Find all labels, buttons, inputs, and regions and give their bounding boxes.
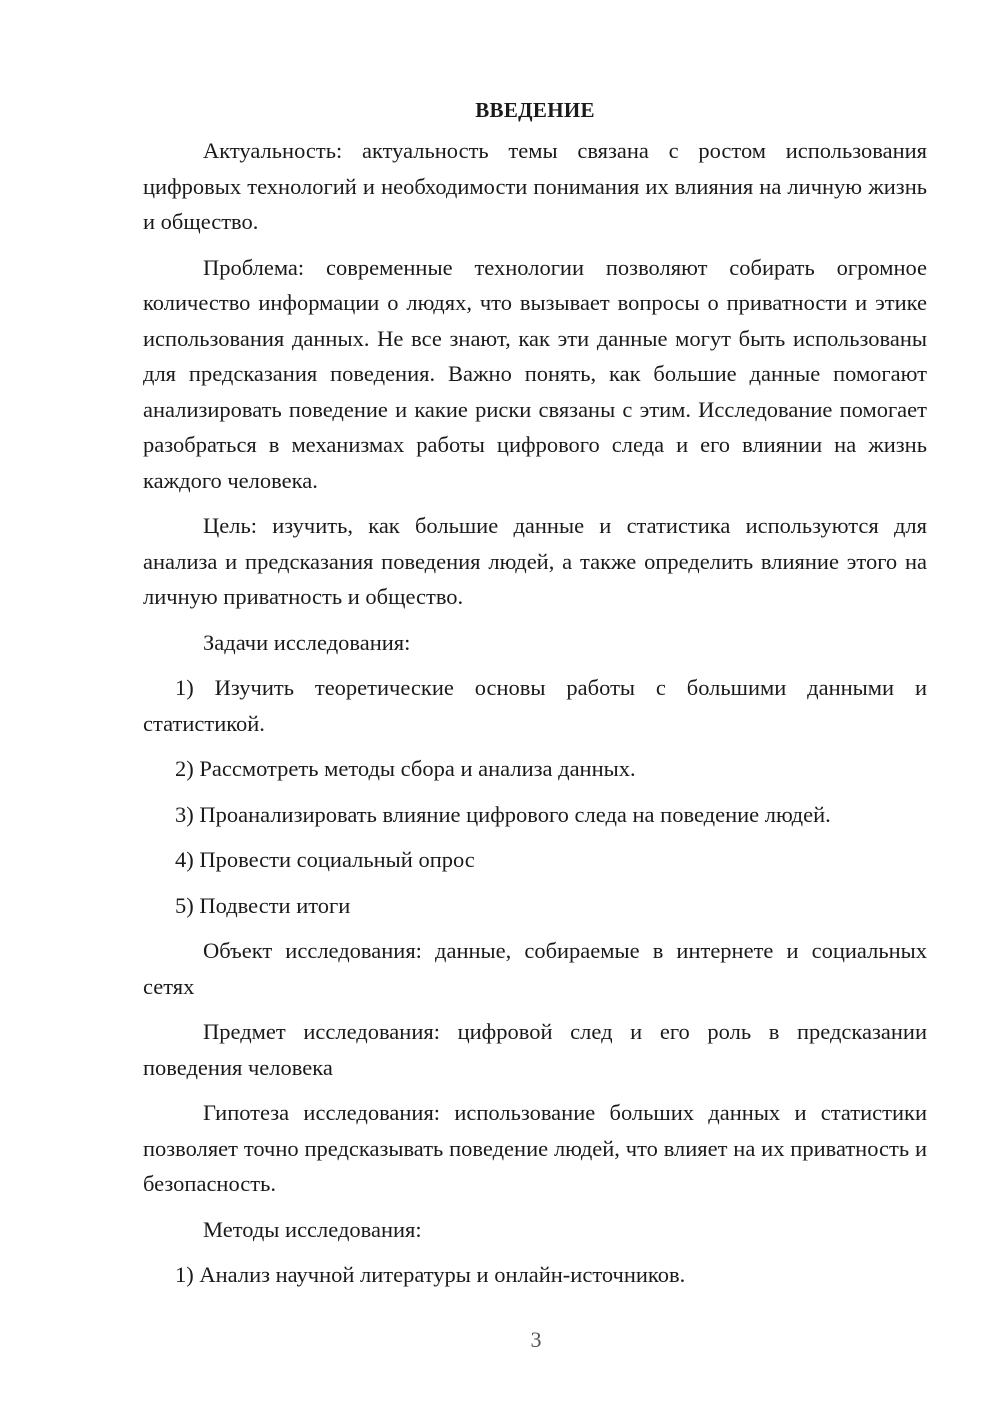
subject-paragraph: Предмет исследования: цифровой след и его роль в предсказании поведения человека	[143, 1019, 927, 1080]
task-item-5: 5) Подвести итоги	[175, 892, 351, 918]
goal-paragraph: Цель: изучить, как большие данные и статистика используются для анализа и предсказания поведения людей, а также определить влияние этого на личную приватность и общество.	[143, 513, 927, 609]
method-item-1: 1) Анализ научной литературы и онлайн-источников.	[175, 1262, 686, 1287]
methods-label: Методы исследования:	[203, 1216, 422, 1242]
task-item-4: 4) Провести социальный опрос	[175, 847, 475, 872]
task-item-3: 3) Проанализировать влияние цифрового следа на поведение людей.	[175, 801, 831, 827]
hypothesis-paragraph: Гипотеза исследования: использование больших данных и статистики позволяет точно предсказывать поведение людей, что влияет на их приватность и безопасность.	[143, 1100, 927, 1196]
problem-paragraph: Проблема: современные технологии позволяют собирать огромное количество информации о людях, что вызывает вопросы о приватности и этике использования данных. Не все знают, как эти данные могут быть использованы для предсказания поведения. Важно понять, как большие данные помогают анализировать поведение и какие риски связаны с этим. Исследование помогает разобраться в механизмах работы цифрового следа и его влиянии на жизнь каждого человека.	[143, 254, 927, 493]
page-number: 3	[530, 1327, 542, 1352]
section-heading: ВВЕДЕНИЕ	[475, 98, 595, 122]
tasks-label: Задачи исследования:	[203, 629, 411, 655]
relevance-paragraph: Актуальность: актуальность темы связана с ростом использования цифровых технологий и необходимости понимания их влияния на личную жизнь и общество.	[143, 138, 927, 234]
task-item-2: 2) Рассмотреть методы сбора и анализа данных.	[175, 756, 636, 781]
task-item-1: 1) Изучить теоретические основы работы с большими данными и статистикой.	[143, 675, 927, 736]
document-body	[143, 93, 927, 1303]
object-paragraph: Объект исследования: данные, собираемые в интернете и социальных сетях	[143, 938, 927, 999]
